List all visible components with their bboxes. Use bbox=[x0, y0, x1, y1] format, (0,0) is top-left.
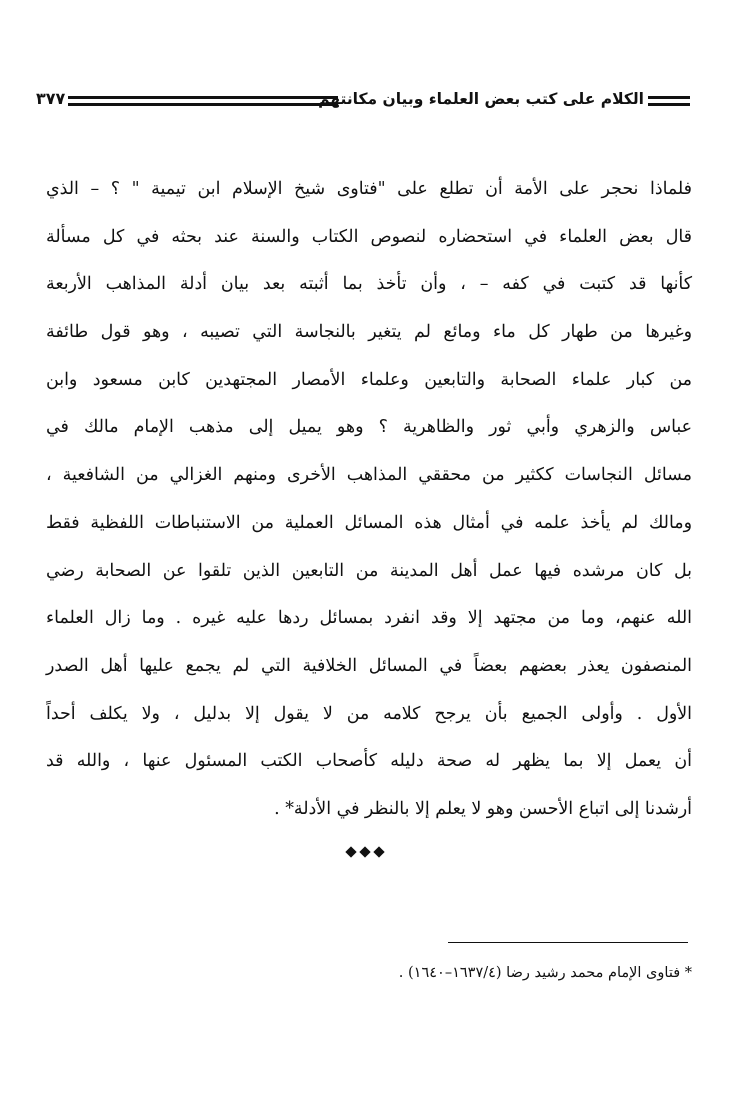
page-number: ٣٧٧ bbox=[36, 89, 66, 108]
body-paragraph bbox=[46, 166, 692, 834]
text-line: من كبار علماء الصحابة والتابعين وعلماء الأمصار المجتهدين كابن مسعود وابن bbox=[46, 369, 692, 390]
text-line: أن يعمل إلا بما يظهر له صحة دليله كأصحاب الكتب المسئول عنها ، والله قد bbox=[46, 751, 692, 772]
footnote-divider bbox=[448, 942, 688, 943]
chapter-title: الكلام على كتب بعض العلماء وبيان مكانتهم bbox=[318, 90, 644, 108]
footnote: * فتاوى الإمام محمد رشيد رضا (١٦٣٧/٤–١٦٤٠) . bbox=[398, 965, 692, 981]
running-header bbox=[36, 86, 690, 116]
three-diamonds-icon bbox=[330, 840, 400, 864]
header-rule-left bbox=[68, 96, 338, 106]
header-rule-right bbox=[648, 96, 690, 106]
text-line: بل كان مرشده فيها عمل أهل المدينة من التابعين الذين تلقوا عن الصحابة رضي bbox=[46, 560, 692, 581]
diamond-icon bbox=[345, 846, 356, 857]
text-line: أرشدنا إلى اتباع الأحسن وهو لا يعلم إلا بالنظر في الأدلة* . bbox=[274, 798, 692, 819]
text-line: ومالك لم يأخذ علمه في أمثال هذه المسائل العملية من الاستنباطات اللفظية فقط bbox=[46, 512, 692, 533]
text-line: كأنها قد كتبت في كفه – ، وأن تأخذ بما أثبته بعد بيان أدلة المذاهب الأربعة bbox=[46, 274, 692, 295]
text-line: وغيرها من طهار كل ماء ومائع لم يتغير بالنجاسة التي تصيبه ، وهو قول طائفة bbox=[46, 322, 692, 343]
text-line: المنصفون يعذر بعضهم بعضاً في المسائل الخلافية التي لم يجمع عليها أهل الصدر bbox=[46, 655, 692, 676]
diamond-icon bbox=[359, 846, 370, 857]
diamond-icon bbox=[373, 846, 384, 857]
text-line: قال بعض العلماء في استحضاره لنصوص الكتاب والسنة عند بحثه في كل مسألة bbox=[46, 226, 692, 247]
text-line: الله عنهم، وما من مجتهد إلا وقد انفرد بمسائل ردها عليه غيره . وما زال العلماء bbox=[46, 608, 692, 629]
text-line: عباس والزهري وأبي ثور والظاهرية ؟ وهو يميل إلى مذهب الإمام مالك في bbox=[46, 417, 692, 438]
text-line: الأول . وأولى الجميع بأن يرجح كلامه من لا يقول إلا بدليل ، ولا يكلف أحداً bbox=[46, 703, 692, 724]
text-line: مسائل النجاسات ككثير من محققي المذاهب الأخرى ومنهم الغزالي من الشافعية ، bbox=[46, 465, 692, 486]
text-line: فلماذا نحجر على الأمة أن تطلع على "فتاوى شيخ الإسلام ابن تيمية " ؟ – الذي bbox=[46, 179, 692, 199]
